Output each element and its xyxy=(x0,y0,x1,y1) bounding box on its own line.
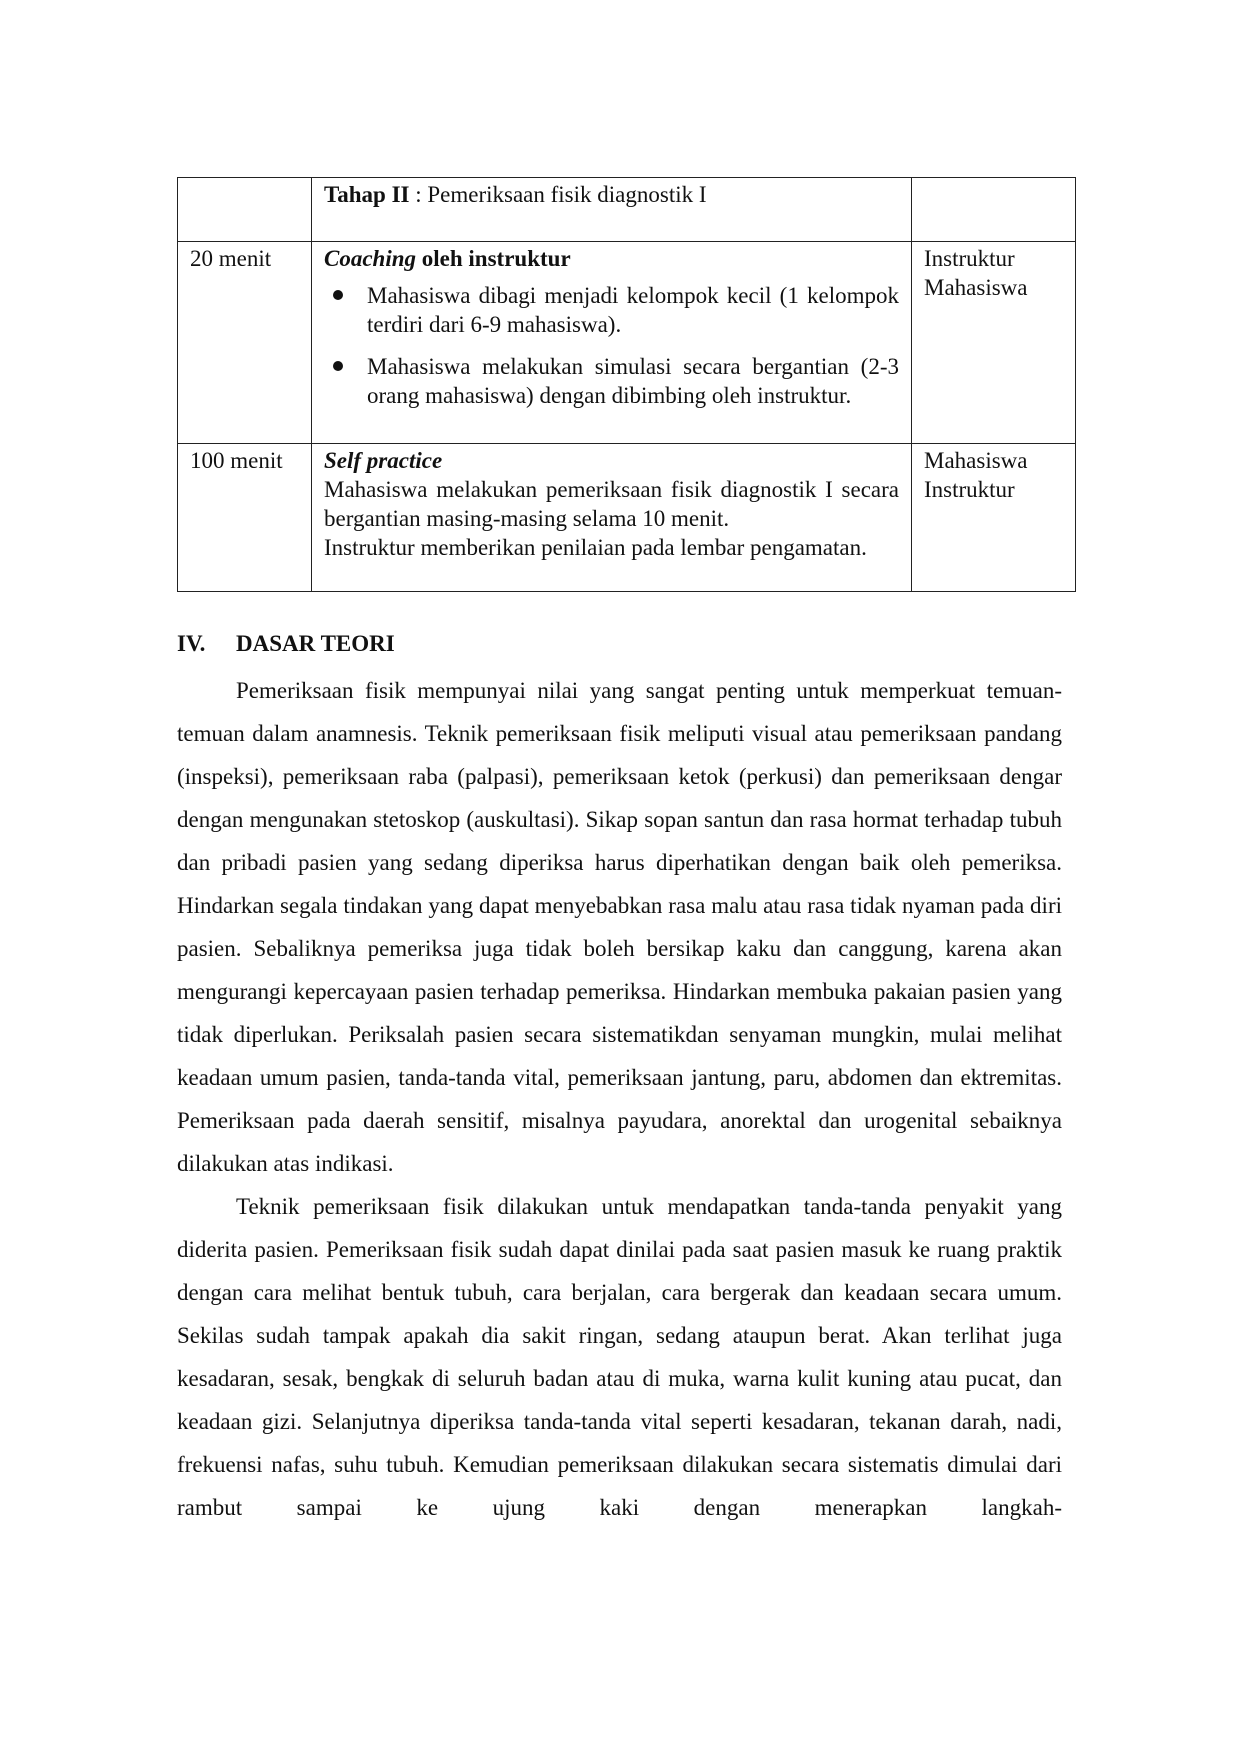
section-body xyxy=(177,669,1062,1529)
role-name: Instruktur xyxy=(924,477,1015,502)
section-heading xyxy=(177,629,395,658)
table-row xyxy=(178,242,1076,444)
activity-title-italic: Self practice xyxy=(324,448,443,473)
time-cell: 100 menit xyxy=(178,444,312,592)
list-item-text: Mahasiswa dibagi menjadi kelompok kecil (1 kelompok terdiri dari 6-9 mahasiswa). xyxy=(367,283,899,337)
roles-cell xyxy=(912,178,1076,242)
time-cell: 20 menit xyxy=(178,242,312,444)
activity-paragraph: Instruktur memberikan penilaian pada lembar pengamatan. xyxy=(324,535,867,560)
list-item-text: Mahasiswa melakukan simulasi secara bergantian (2-3 orang mahasiswa) dengan dibimbing oleh instruktur. xyxy=(367,354,899,408)
activity-title-rest: oleh instruktur xyxy=(416,246,571,271)
role-name: Mahasiswa xyxy=(924,448,1028,473)
list-item xyxy=(324,352,899,410)
activity-cell xyxy=(312,444,912,592)
role-name: Mahasiswa xyxy=(924,275,1028,300)
stage-description: : Pemeriksaan fisik diagnostik I xyxy=(409,182,707,207)
body-paragraph: Pemeriksaan fisik mempunyai nilai yang sangat penting untuk memperkuat temuan-temuan dalam anamnesis. Teknik pemeriksaan fisik meliputi visual atau pemeriksaan pandang (inspeksi), pemeriksaan raba (palpasi), pemeriksaan ketok (perkusi) dan pemeriksaan dengar dengan mengunakan stetoskop (auskultasi). Sikap sopan santun dan rasa hormat terhadap tubuh dan pribadi pasien yang sedang diperiksa harus diperhatikan dengan baik oleh pemeriksa. Hindarkan segala tindakan yang dapat menyebabkan rasa malu atau rasa tidak nyaman pada diri pasien. Sebaliknya pemeriksa juga tidak boleh bersikap kaku dan canggung, karena akan mengurangi kepercayaan pasien terhadap pemeriksa. Hindarkan membuka pakaian pasien yang tidak diperlukan. Periksalah pasien secara sistematikdan senyaman mungkin, mulai melihat keadaan umum pasien, tanda-tanda vital, pemeriksaan jantung, paru, abdomen dan ektremitas. Pemeriksaan pada daerah sensitif, misalnya payudara, anorektal dan urogenital sebaiknya dilakukan atas indikasi. xyxy=(177,678,1062,1176)
bullet-list xyxy=(324,281,899,410)
bullet-icon xyxy=(333,361,343,371)
activity-cell xyxy=(312,242,912,444)
list-item xyxy=(324,281,899,339)
section-number: IV. xyxy=(177,631,206,656)
activity-title xyxy=(324,446,899,475)
activity-cell xyxy=(312,178,912,242)
roles-cell xyxy=(912,242,1076,444)
activity-title xyxy=(324,244,899,273)
body-paragraph: Teknik pemeriksaan fisik dilakukan untuk mendapatkan tanda-tanda penyakit yang diderita pasien. Pemeriksaan fisik sudah dapat dinilai pada saat pasien masuk ke ruang praktik dengan cara melihat bentuk tubuh, cara berjalan, cara bergerak dan keadaan secara umum. Sekilas sudah tampak apakah dia sakit ringan, sedang ataupun berat. Akan terlihat juga kesadaran, sesak, bengkak di seluruh badan atau di muka, warna kulit kuning atau pucat, dan keadaan gizi. Selanjutnya diperiksa tanda-tanda vital seperti kesadaran, tekanan darah, nadi, frekuensi nafas, suhu tubuh. Kemudian pemeriksaan dilakukan secara sistematis dimulai dari rambut sampai ke ujung kaki dengan menerapkan langkah- xyxy=(177,1194,1062,1520)
activity-paragraph: Mahasiswa melakukan pemeriksaan fisik diagnostik I secara bergantian masing-masing selama 10 menit. xyxy=(324,477,899,531)
schedule-table xyxy=(177,177,1076,592)
activity-title-italic: Coaching xyxy=(324,246,417,271)
bullet-icon xyxy=(333,290,343,300)
section-title: DASAR TEORI xyxy=(236,631,395,656)
table-row xyxy=(178,444,1076,592)
roles-cell xyxy=(912,444,1076,592)
time-cell xyxy=(178,178,312,242)
stage-label: Tahap II xyxy=(324,182,410,207)
table-row xyxy=(178,178,1076,242)
role-name: Instruktur xyxy=(924,246,1015,271)
